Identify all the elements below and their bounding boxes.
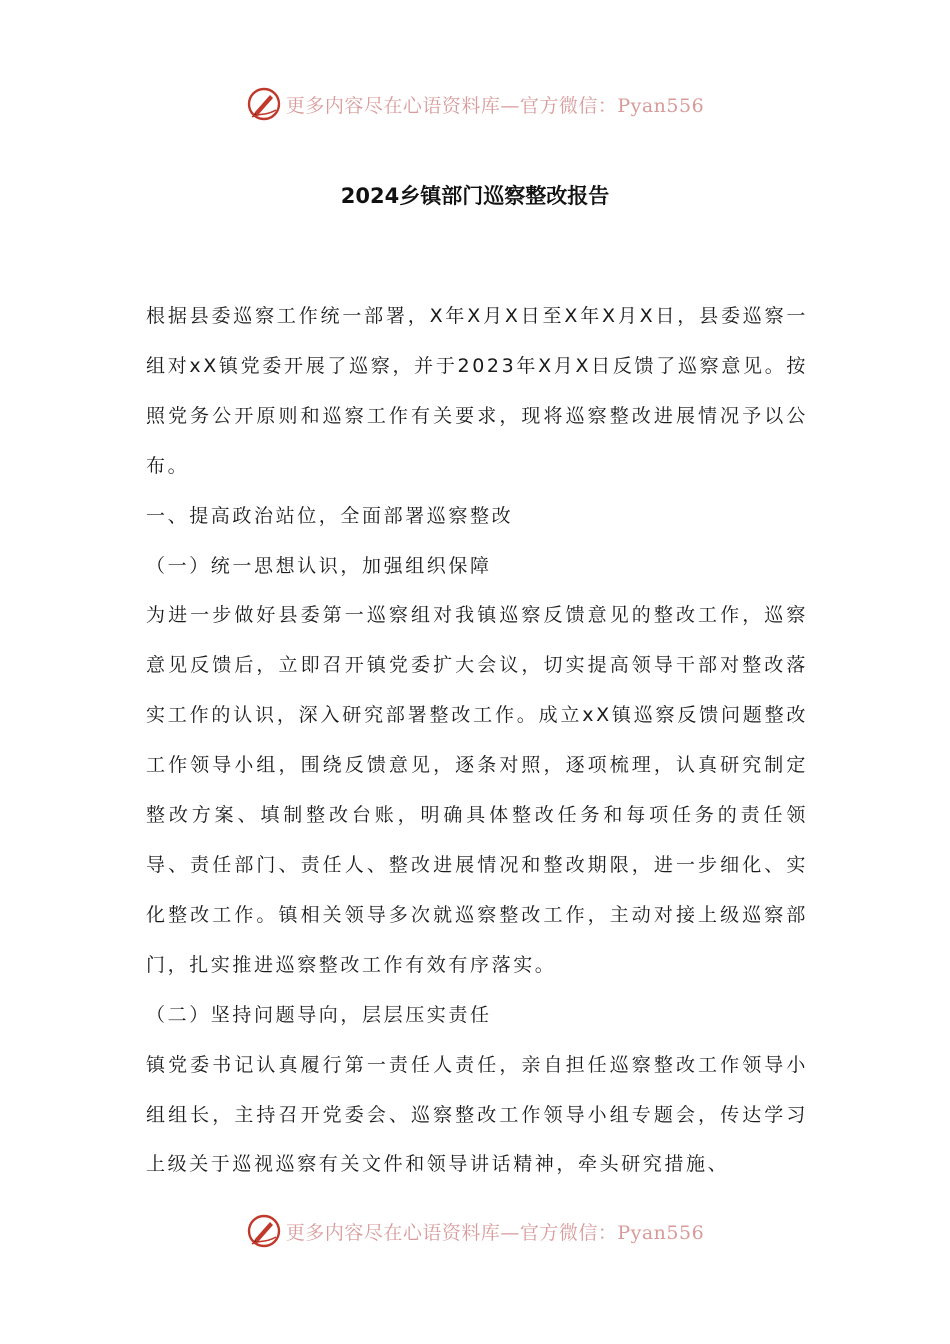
document-body (146, 292, 808, 1190)
pen-logo-icon (246, 1213, 282, 1249)
footer-watermark-text: 更多内容尽在心语资料库—官方微信：Pyan556 (285, 1221, 705, 1244)
document-title: 2024乡镇部门巡察整改报告 (340, 184, 610, 208)
footer-watermark (0, 1211, 950, 1251)
subsection-heading: （一）统一思想认识，加强组织保障 (146, 554, 492, 577)
header-watermark (0, 84, 950, 124)
pen-logo-icon (246, 86, 282, 122)
section-heading: 一、提高政治站位，全面部署巡察整改 (146, 504, 514, 527)
paragraph-intro: 根据县委巡察工作统一部署，X年X月X日至X年X月X日，县委巡察一组对xX镇党委开展了巡察，并于2023年X月X日反馈了巡察意见。按照党务公开原则和巡察工作有关要求，现将巡察整改进展情况予以公布。 (146, 305, 808, 477)
subsection-heading: （二）坚持问题导向，层层压实责任 (146, 1003, 492, 1026)
paragraph: 镇党委书记认真履行第一责任人责任，亲自担任巡察整改工作领导小组组长，主持召开党委会、巡察整改工作领导小组专题会，传达学习上级关于巡视巡察有关文件和领导讲话精神，牵头研究措施、 (146, 1053, 808, 1176)
header-watermark-text: 更多内容尽在心语资料库—官方微信：Pyan556 (285, 94, 705, 117)
paragraph: 为进一步做好县委第一巡察组对我镇巡察反馈意见的整改工作，巡察意见反馈后，立即召开镇党委扩大会议，切实提高领导干部对整改落实工作的认识，深入研究部署整改工作。成立xX镇巡察反馈问题整改工作领导小组，围绕反馈意见，逐条对照，逐项梳理，认真研究制定整改方案、填制整改台账，明确具体整改任务和每项任务的责任领导、责任部门、责任人、整改进展情况和整改期限，进一步细化、实化整改工作。镇相关领导多次就巡察整改工作，主动对接上级巡察部门，扎实推进巡察整改工作有效有序落实。 (146, 604, 808, 976)
